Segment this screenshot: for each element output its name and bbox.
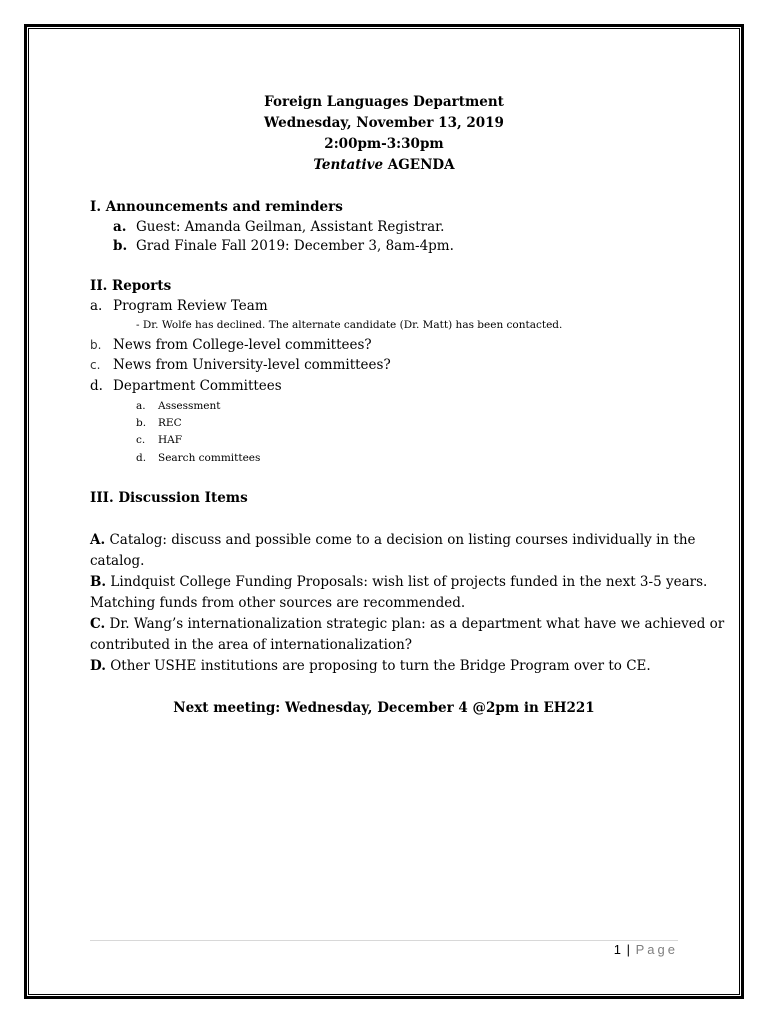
discussion-line (90, 595, 465, 611)
discussion-text: catalog. (90, 553, 145, 569)
section-announcements-heading: I. Announcements and reminders (90, 199, 343, 215)
report-text: News from College-level committees? (113, 337, 372, 353)
section-reports-heading: II. Reports (90, 278, 172, 294)
committee-text: REC (158, 417, 182, 429)
announcement-item (113, 219, 445, 235)
list-marker: a. (136, 400, 146, 412)
report-item (90, 298, 268, 314)
discussion-line (90, 532, 696, 548)
meeting-date: Wednesday, November 13, 2019 (264, 115, 504, 131)
discussion-line (90, 637, 412, 653)
discussion-text: Dr. Wang’s internationalization strategic plan: as a department what have we achieved or (105, 616, 725, 632)
department-title: Foreign Languages Department (264, 94, 504, 110)
discussion-label: A. (90, 532, 106, 548)
discussion-text: Catalog: discuss and possible come to a decision on listing courses individually in the (105, 532, 696, 548)
list-marker: c. (90, 358, 101, 372)
report-text: Program Review Team (113, 298, 268, 314)
list-marker: c. (136, 434, 146, 446)
section-discussion-heading: III. Discussion Items (90, 490, 248, 506)
report-text: Department Committees (113, 378, 282, 394)
list-marker: d. (136, 452, 147, 464)
discussion-line (90, 658, 651, 674)
committee-text: Assessment (158, 400, 221, 412)
discussion-label: D. (90, 658, 106, 674)
list-marker: a. (90, 298, 103, 314)
next-meeting: Next meeting: Wednesday, December 4 @2pm in EH221 (173, 700, 595, 716)
footer-divider (90, 940, 678, 941)
committee-item (136, 417, 182, 429)
report-text: News from University-level committees? (113, 357, 391, 373)
agenda-italic-word: Tentative (313, 157, 384, 173)
discussion-text: Matching funds from other sources are recommended. (90, 595, 466, 611)
report-item (90, 357, 391, 373)
discussion-label: C. (90, 616, 106, 632)
page-separator: | (622, 942, 636, 957)
list-marker: b. (136, 417, 147, 429)
announcement-text: Grad Finale Fall 2019: December 3, 8am-4pm. (136, 238, 454, 254)
page-number: 1 (613, 942, 623, 957)
discussion-text: Other USHE institutions are proposing to turn the Bridge Program over to CE. (105, 658, 651, 674)
discussion-text: Lindquist College Funding Proposals: wish list of projects funded in the next 3-5 years. (106, 574, 708, 590)
report-note: - Dr. Wolfe has declined. The alternate candidate (Dr. Matt) has been contacted. (136, 319, 563, 331)
committee-text: HAF (158, 434, 183, 446)
page-word: Page (635, 942, 678, 957)
report-item (90, 378, 282, 394)
list-marker: b. (90, 338, 102, 352)
announcement-text: Guest: Amanda Geilman, Assistant Registrar. (136, 219, 445, 235)
committee-item (136, 452, 261, 464)
agenda-word: AGENDA (383, 157, 455, 173)
page-footer (614, 942, 678, 957)
committee-text: Search committees (158, 452, 261, 464)
committee-item (136, 400, 221, 412)
list-marker: a. (113, 219, 127, 235)
discussion-line (90, 553, 144, 569)
agenda-title (0, 157, 768, 173)
discussion-line (90, 616, 724, 632)
committee-item (136, 434, 183, 446)
list-marker: b. (113, 238, 128, 254)
discussion-line (90, 574, 707, 590)
announcement-item (113, 238, 454, 254)
report-item (90, 337, 372, 353)
meeting-time: 2:00pm-3:30pm (324, 136, 444, 152)
discussion-text: contributed in the area of internationalization? (90, 637, 413, 653)
discussion-label: B. (90, 574, 107, 590)
list-marker: d. (90, 378, 103, 394)
